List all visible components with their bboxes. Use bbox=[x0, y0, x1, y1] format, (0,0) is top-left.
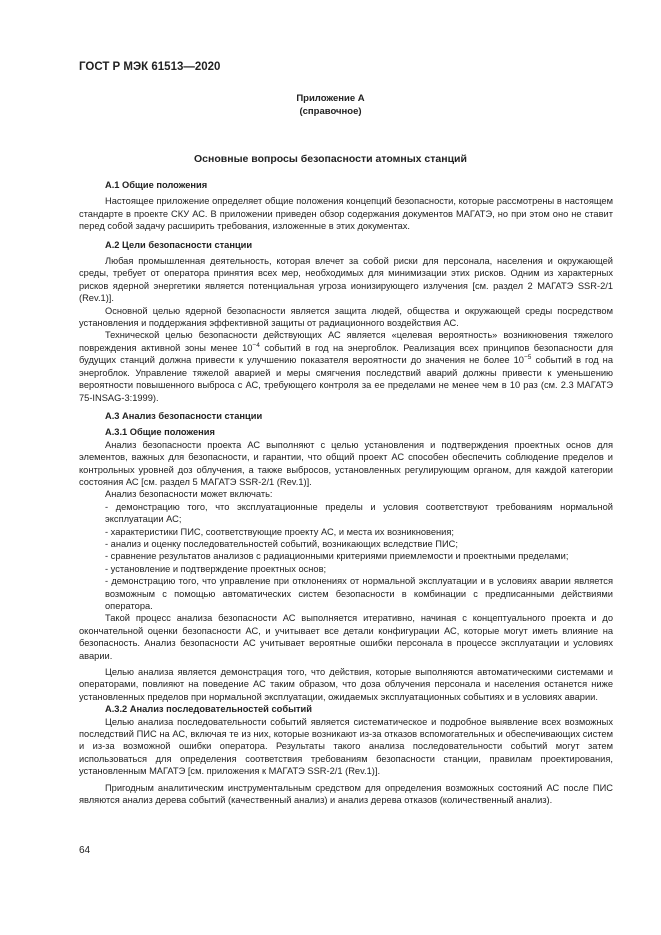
paragraph-with-exponents: Технической целью безопасности действующих АС является «целевая вероятность» возникновения тяжелого повреждения активной зоны менее $10^{-4}$ событий в год на энергоблок. Реализация всех принципов безопасности для будущих станций должна привести к улучшению показателя вероятности до значения не более $10^{-5}$ событий в год на энергоблок. Управление тяжелой аварией и меры смягчения последствий аварий должны привести к уменьшению вероятности повышенного выброса с АС, требующего контроля за ее пределами не менее чем в 10 раз (см. 2.3 МАГАТЭ 75-INSAG-3:1999). bbox=[79, 330, 613, 403]
standard-header: ГОСТ Р МЭК 61513—2020 bbox=[79, 61, 221, 73]
list-item: - демонстрацию того, что эксплуатационные пределы и условия соответствуют требованиям нормальной эксплуатации АС; bbox=[105, 501, 613, 525]
subsection-heading-a31: А.3.1 Общие положения bbox=[105, 427, 215, 438]
annex-subtitle: (справочное) bbox=[299, 106, 362, 117]
paragraph: Анализ безопасности проекта АС выполняют с целью установления и подтверждения проектных основ для элементов, важных для безопасности, и гарантии, что общий проект АС способен обеспечить соблюдение пределов и контрольных уровней доз облучения, а также выбросов, установленных регулирующим органом, для каждой категории состояния АС [см. раздел 5 МАГАТЭ SSR-2/1 (Rev.1)]. bbox=[79, 439, 613, 487]
document-body bbox=[79, 179, 613, 807]
main-title: Основные вопросы безопасности атомных станций bbox=[194, 153, 467, 165]
paragraph: Основной целью ядерной безопасности является защита людей, общества и окружающей среды посредством установления и поддержания эффективной защиты от радиационного воздействия АС. bbox=[79, 305, 613, 329]
annex-title: Приложение А bbox=[296, 93, 365, 104]
annex-block bbox=[0, 92, 661, 118]
paragraph: Целью анализа является демонстрация того, что действия, которые выполняются автоматическими системами и операторами, повлияют на поведение АС таким образом, что доза облучения персонала и населения останется ниже установленных пределов при нормальной эксплуатации, ожидаемых эксплуатационных событиях и в условиях аварии. bbox=[79, 667, 613, 702]
list-item: - анализ и оценку последовательностей событий, возникающих вследствие ПИС; bbox=[105, 538, 458, 549]
page-number: 64 bbox=[79, 845, 91, 856]
paragraph: Настоящее приложение определяет общие положения концепций безопасности, которые рассмотрены в настоящем стандарте в проекте СКУ АС. В приложении приведен обзор содержания документов МАГАТЭ, но при этом оно не ставит перед собой задачу расширить требования, изложенные в этих документах. bbox=[79, 196, 613, 232]
paragraph: Любая промышленная деятельность, которая влечет за собой риски для персонала, населения и окружающей среды, требует от оператора принятия всех мер, необходимых для минимизации этих рисков. Одним из характерных рисков ядерной энергетики является потенциальная угроза ионизирующего излучения [см. раздел 2 МАГАТЭ SSR-2/1 (Rev.1)]. bbox=[79, 256, 613, 304]
section-heading-a1: А.1 Общие положения bbox=[105, 180, 208, 190]
paragraph: Такой процесс анализа безопасности АС выполняется итеративно, начиная с концептуального проекта и до окончательной оценки безопасности АС, и учитывает все детали конфигурации АС, которые могут иметь влияние на безопасность. Анализ безопасности АС учитывает вероятные ошибки персонала в процессе эксплуатации и условиях аварии. bbox=[79, 613, 613, 661]
list-item: - сравнение результатов анализов с радиационными критериями приемлемости и проектными пределами; bbox=[105, 551, 569, 562]
list-item: - характеристики ПИС, соответствующие проекту АС, и места их возникновения; bbox=[105, 526, 454, 537]
paragraph: Пригодным аналитическим инструментальным средством для определения возможных состояний АС после ПИС являются анализ дерева событий (качественный анализ) и анализ дерева отказов (количественный анализ). bbox=[79, 782, 613, 806]
list-item: - демонстрацию того, что управление при отклонениях от нормальной эксплуатации и в условиях аварии является возможным с помощью автоматических систем безопасности в комбинации с предписанными действиями оператора. bbox=[105, 576, 613, 611]
exponent: −5 bbox=[523, 354, 532, 362]
paragraph: Целью анализа последовательности событий является систематическое и подробное выявление всех возможных последствий ПИС на АС, включая те из них, которые возникают из-за отказов вспомогательных и обеспечивающих систем и из-за возможной ошибки оператора. Результаты такого анализа последовательности событий могут затем использоваться для определения соответствия требованиям безопасности станции, правилам проектирования, установленным МАГАТЭ [см. приложения к МАГАТЭ SSR-2/1 (Rev.1)]. bbox=[79, 716, 613, 777]
section-heading-a2: А.2 Цели безопасности станции bbox=[105, 239, 253, 250]
section-heading-a3: А.3 Анализ безопасности станции bbox=[105, 410, 263, 421]
exponent: −4 bbox=[252, 341, 260, 349]
paragraph: Анализ безопасности может включать: bbox=[105, 489, 273, 500]
bullet-list bbox=[79, 501, 613, 613]
list-item: - установление и подтверждение проектных основ; bbox=[105, 563, 327, 574]
subsection-heading-a32: А.3.2 Анализ последовательностей событий bbox=[105, 704, 312, 715]
